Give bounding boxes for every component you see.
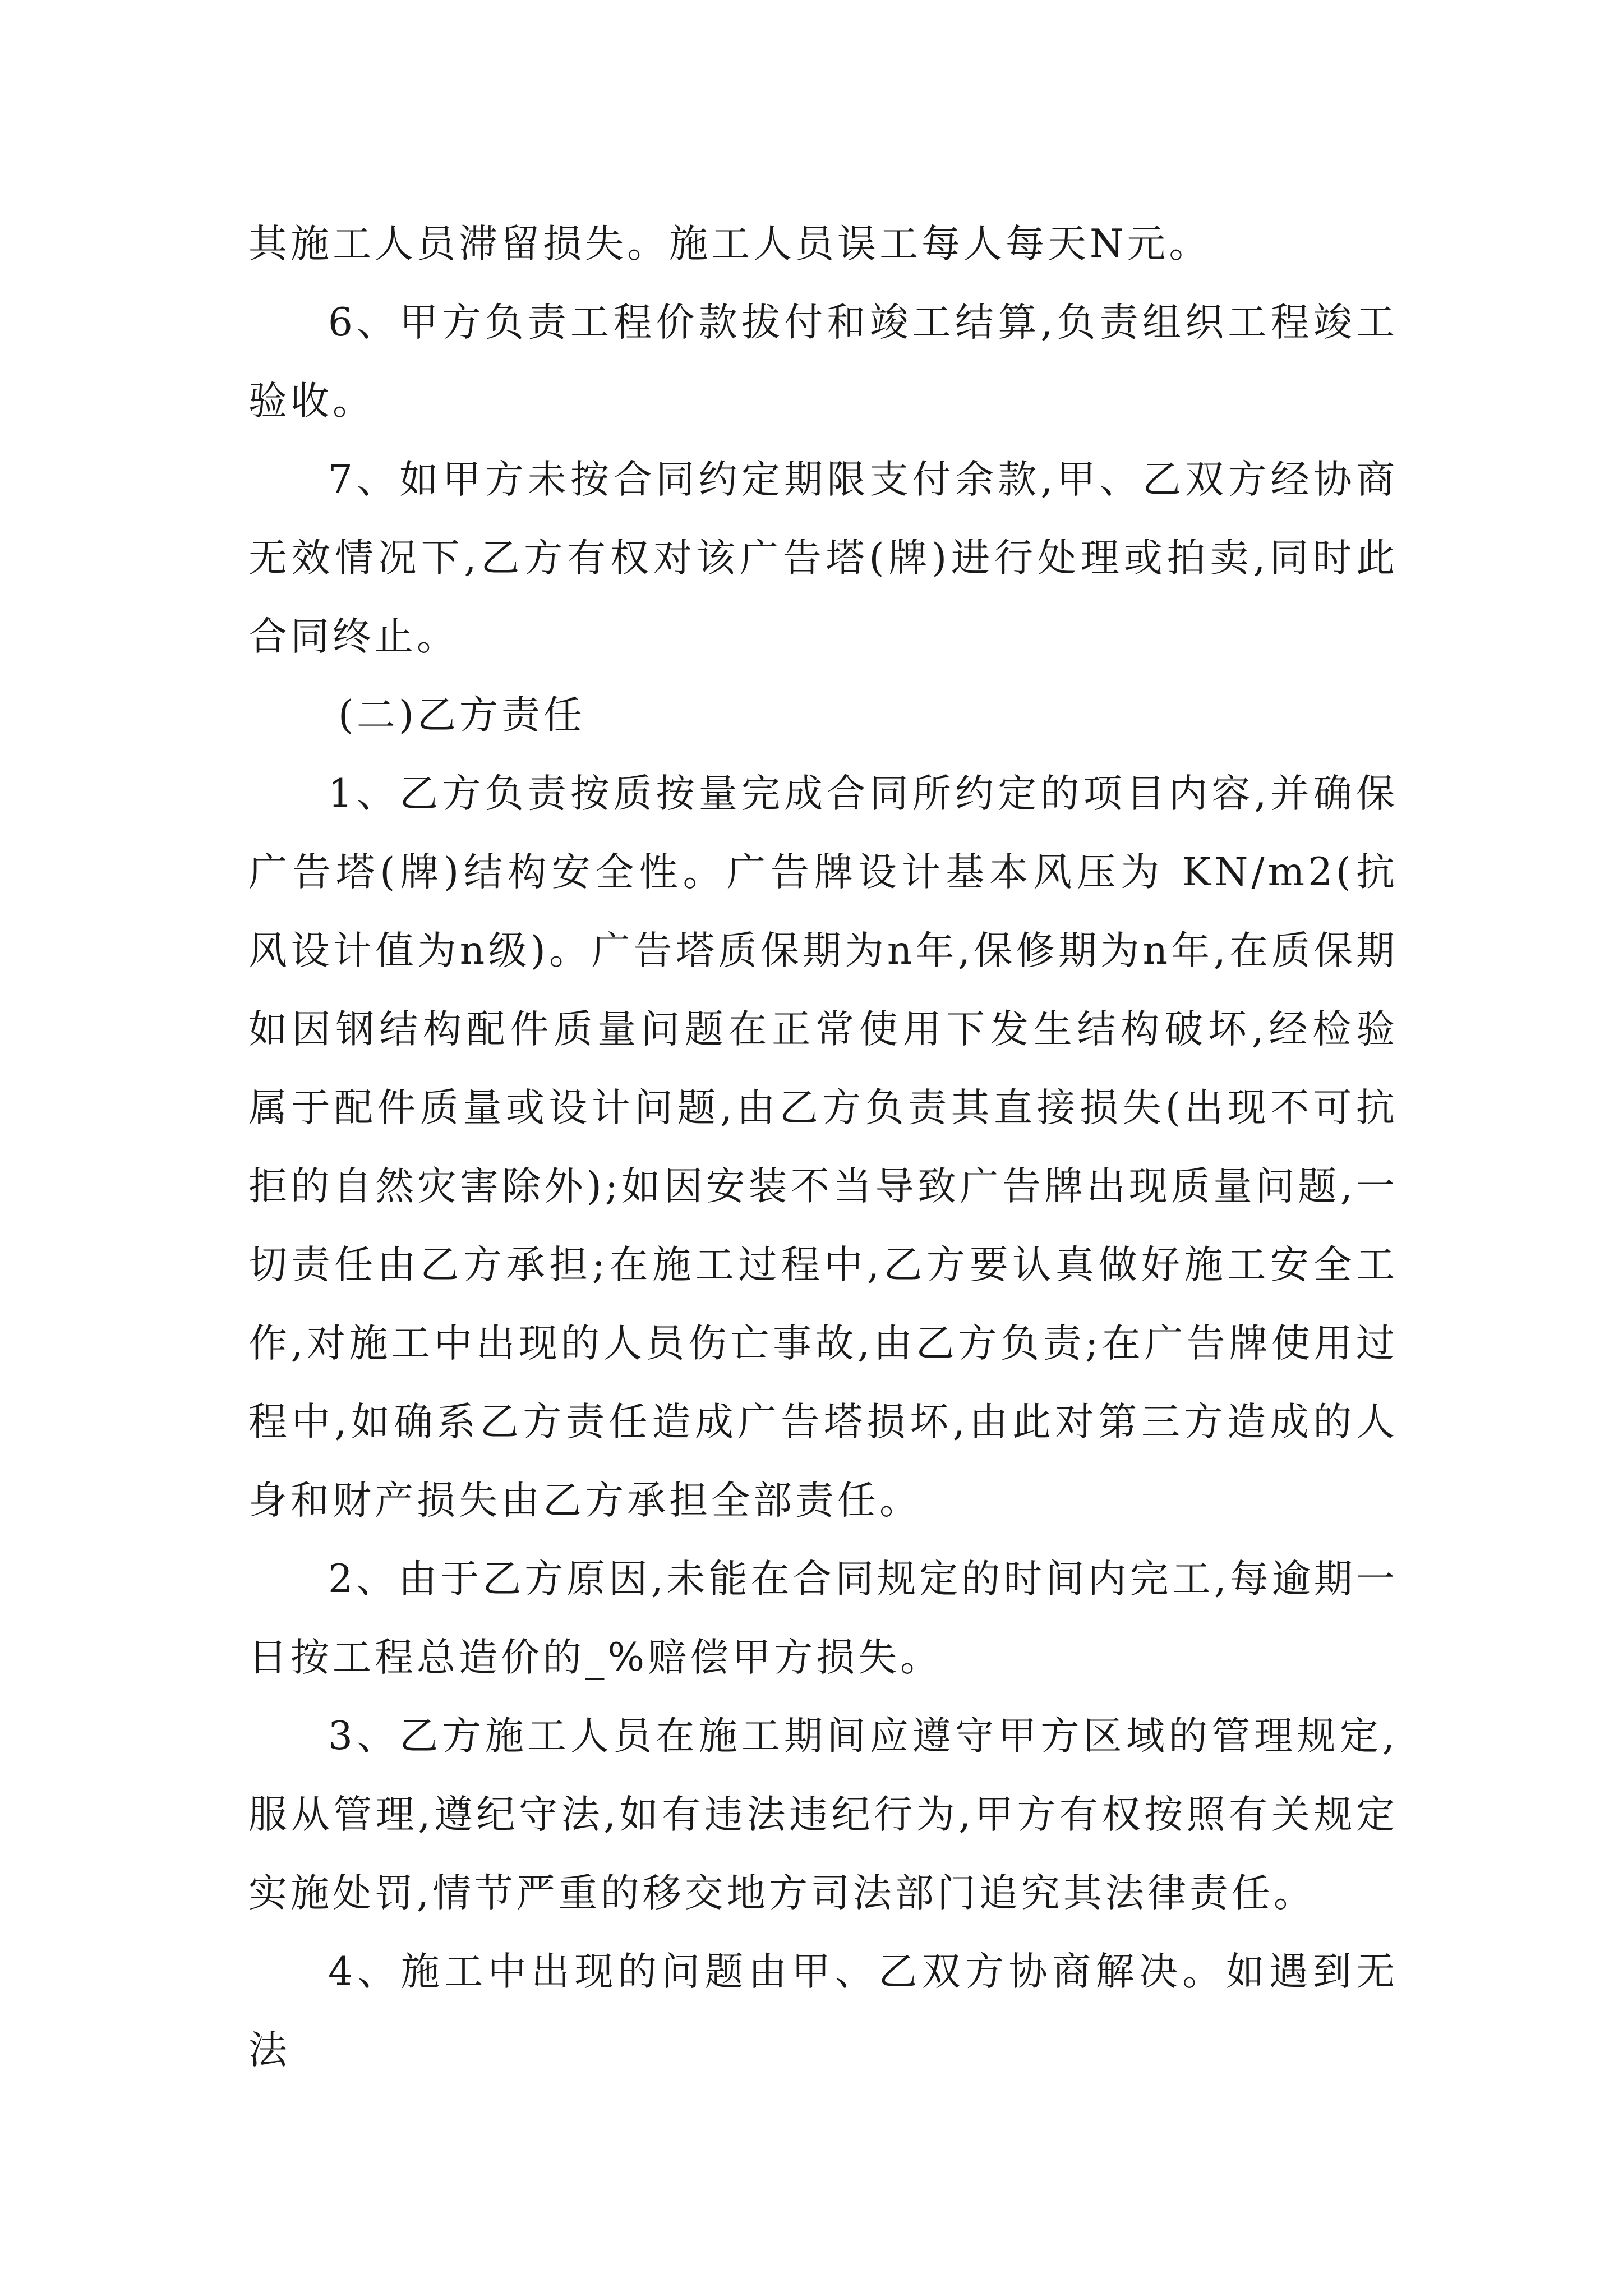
paragraph-clause-7: 7、如甲方未按合同约定期限支付余款,甲、乙双方经协商无效情况下,乙方有权对该广告塔(牌)进行处理或拍卖,同时此合同终止。 bbox=[248, 457, 1398, 659]
paragraph-b-clause-2: 2、由于乙方原因,未能在合同规定的时间内完工,每逾期一日按工程总造价的_%赔偿甲方损失。 bbox=[248, 1557, 1398, 1680]
paragraph-b-clause-4: 4、施工中出现的问题由甲、乙双方协商解决。如遇到无法 bbox=[248, 1949, 1398, 2073]
section-heading-party-b: (二)乙方责任 bbox=[338, 693, 585, 738]
contract-body bbox=[248, 205, 1398, 2090]
paragraph-clause-6: 6、甲方负责工程价款拔付和竣工结算,负责组织工程竣工验收。 bbox=[248, 300, 1398, 424]
paragraph-delay-loss: 其施工人员滞留损失。施工人员误工每人每天N元。 bbox=[248, 222, 1211, 266]
paragraph-b-clause-1: 1、乙方负责按质按量完成合同所约定的项目内容,并确保广告塔(牌)结构安全性。广告牌设计基本风压为 KN/m2(抗风设计值为n级)。广告塔质保期为n年,保修期为n年,在质保期如因钢结构配件质量问题在正常使用下发生结构破坏,经检验属于配件质量或设计问题,由乙方负责其直接损失(出现不可抗拒的自然灾害除外);如因安装不当导致广告牌出现质量问题,一切责任由乙方承担;在施工过程中,乙方要认真做好施工安全工作,对施工中出现的人员伤亡事故,由乙方负责;在广告牌使用过程中,如确系乙方责任造成广告塔损坏,由此对第三方造成的人身和财产损失由乙方承担全部责任。 bbox=[248, 771, 1398, 1523]
paragraph-b-clause-3: 3、乙方施工人员在施工期间应遵守甲方区域的管理规定,服从管理,遵纪守法,如有违法违纪行为,甲方有权按照有关规定实施处罚,情节严重的移交地方司法部门追究其法律责任。 bbox=[248, 1714, 1398, 1916]
